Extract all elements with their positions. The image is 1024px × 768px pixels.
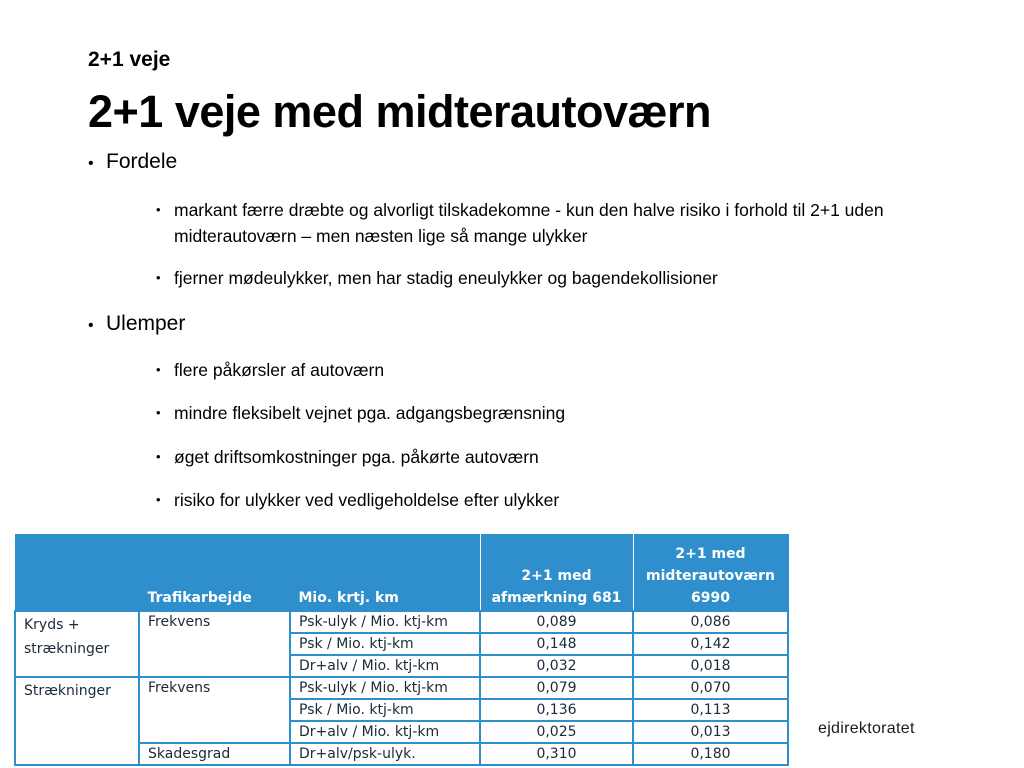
value-cell: 0,310 <box>480 743 633 765</box>
pros-heading: • Fordele <box>88 150 178 173</box>
table-header-row <box>15 535 788 612</box>
bullet-dot-icon: • <box>156 405 161 420</box>
table-row <box>15 677 788 699</box>
value-cell: 0,013 <box>633 721 788 743</box>
cons-item: • mindre fleksibelt vejnet pga. adgangsbegrænsning <box>156 400 936 426</box>
bullet-dot-icon: • <box>156 202 161 217</box>
header-col-midterautovaern: 2+1 med midterautoværn 6990 <box>633 535 788 612</box>
cons-item: • øget driftsomkostninger pga. påkørte autoværn <box>156 444 936 470</box>
metric-cell: Dr+alv / Mio. ktj-km <box>290 721 480 743</box>
bullet-dot-icon: • <box>156 492 161 507</box>
bullet-dot-icon: • <box>88 317 94 334</box>
header-col-afmaerkning: 2+1 med afmærkning 681 <box>480 535 633 612</box>
value-cell: 0,018 <box>633 655 788 677</box>
value-cell: 0,113 <box>633 699 788 721</box>
metric-cell: Dr+alv / Mio. ktj-km <box>290 655 480 677</box>
metric-cell: Dr+alv/psk-ulyk. <box>290 743 480 765</box>
metric-cell: Psk-ulyk / Mio. ktj-km <box>290 677 480 699</box>
header-unit: Mio. krtj. km <box>290 535 480 612</box>
pros-item: • markant færre dræbte og alvorligt tilskadekomne - kun den halve risiko i forhold til 2+1 uden midterautoværn – men næsten lige så mange ulykker <box>156 197 936 249</box>
measure-cell: Frekvens <box>139 677 290 743</box>
bullet-dot-icon: • <box>88 155 94 172</box>
value-cell: 0,180 <box>633 743 788 765</box>
metric-cell: Psk-ulyk / Mio. ktj-km <box>290 611 480 633</box>
value-cell: 0,032 <box>480 655 633 677</box>
metric-cell: Psk / Mio. ktj-km <box>290 699 480 721</box>
group-label: Strækninger <box>15 677 139 765</box>
value-cell: 0,142 <box>633 633 788 655</box>
measure-cell: Skadesgrad <box>139 743 290 765</box>
header-blank <box>15 535 139 612</box>
value-cell: 0,070 <box>633 677 788 699</box>
value-cell: 0,148 <box>480 633 633 655</box>
footer-brand-text: ejdirektoratet <box>818 720 915 737</box>
group-label: Kryds + strækninger <box>15 611 139 677</box>
metric-cell: Psk / Mio. ktj-km <box>290 633 480 655</box>
table-row <box>15 611 788 633</box>
cons-heading: • Ulemper <box>88 312 186 335</box>
value-cell: 0,079 <box>480 677 633 699</box>
bullet-dot-icon: • <box>156 362 161 377</box>
cons-item: • flere påkørsler af autoværn <box>156 357 936 383</box>
bullet-dot-icon: • <box>156 449 161 464</box>
value-cell: 0,086 <box>633 611 788 633</box>
value-cell: 0,136 <box>480 699 633 721</box>
value-cell: 0,025 <box>480 721 633 743</box>
pros-item: • fjerner mødeulykker, men har stadig eneulykker og bagendekollisioner <box>156 265 936 291</box>
bullet-dot-icon: • <box>156 270 161 285</box>
cons-item: • risiko for ulykker ved vedligeholdelse efter ulykker <box>156 487 936 513</box>
header-trafikarbejde: Trafikarbejde <box>139 535 290 612</box>
measure-cell: Frekvens <box>139 611 290 677</box>
value-cell: 0,089 <box>480 611 633 633</box>
accident-stats-table <box>14 534 789 766</box>
slide-title: 2+1 veje med midterautoværn <box>88 86 712 137</box>
slide-kicker: 2+1 veje <box>88 48 171 71</box>
